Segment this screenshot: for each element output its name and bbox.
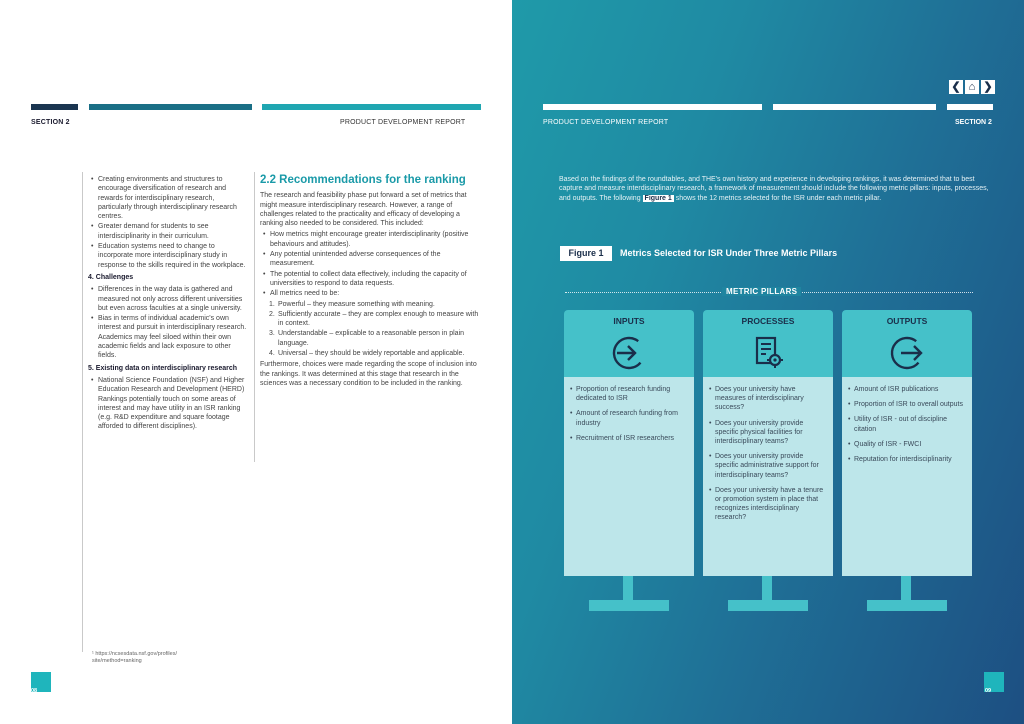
page-number: 09 — [985, 688, 992, 694]
right-page — [512, 0, 1024, 724]
list-item: • How metrics might encourage greater interdisciplinarity (positive behaviours and attitudes). — [270, 230, 482, 249]
header-bar — [543, 104, 762, 110]
header-bar — [89, 104, 252, 110]
header-bar — [31, 104, 78, 110]
list-item: • Greater demand for students to see interdisciplinarity in their curriculum. — [98, 222, 248, 241]
list-item: • Any potential unintended adverse consequences of the measurement. — [270, 250, 482, 269]
metric-list — [576, 385, 688, 443]
existing-data-heading: 5. Existing data on interdisciplinary research — [88, 364, 237, 372]
left-column — [88, 175, 248, 433]
recommendations-heading: 2.2 Recommendations for the ranking — [260, 174, 466, 186]
metric-item: • Does your university have a tenure or promotion system in place that recognizes interdisciplinary research? — [715, 486, 827, 523]
metric-item: • Does your university provide specific administrative support for interdisciplinary teams? — [715, 452, 827, 480]
list-number: 1. — [269, 300, 275, 308]
list-item: • All metrics need to be: — [270, 289, 482, 298]
pillar-stem — [623, 576, 633, 600]
intro-text: shows the 12 metrics selected for the ISR under each metric pillar. — [673, 194, 882, 202]
right-column — [260, 176, 482, 390]
list-item: • National Science Foundation (NSF) and Higher Education Research and Development (HERD) Rankings potentially touch on some areas of interest and may have utility in an ISR ranking (e.g. R&D expenditure and square footage afforded to different disciplines). — [98, 376, 248, 432]
pillar-title: PROCESSES — [741, 316, 795, 326]
list-item: • Bias in terms of individual academic's own interest and pursuit in interdisciplinary research. Academics may feel siloed within their own academic fields and lack exposure to other fields. — [98, 314, 248, 360]
header-bar — [773, 104, 936, 110]
prev-page-button[interactable]: ❮ — [949, 80, 963, 94]
pillar-body — [842, 377, 972, 576]
document-gear-icon — [748, 333, 788, 373]
figure-label: Figure 1 — [560, 246, 612, 261]
column-divider — [82, 172, 83, 652]
pillar-header — [564, 310, 694, 377]
list-number: 4. — [269, 350, 275, 358]
metric-item: • Amount of research funding from industry — [576, 409, 688, 427]
next-page-button[interactable]: ❯ — [981, 80, 995, 94]
pillar-header — [842, 310, 972, 377]
metric-list — [854, 385, 966, 464]
list-item: • Education systems need to change to incorporate more interdisciplinary study in response to the skills required in the workplace. — [98, 242, 248, 270]
metric-item: • Proportion of research funding dedicated to ISR — [576, 385, 688, 403]
column-divider — [254, 172, 255, 462]
figure-title: Metrics Selected for ISR Under Three Metric Pillars — [620, 248, 838, 258]
metric-item: • Quality of ISR - FWCI — [854, 440, 966, 449]
header-bar — [262, 104, 481, 110]
list-text: Powerful – they measure something with meaning. — [278, 300, 435, 308]
pillar-outputs — [842, 310, 972, 576]
pillar-header — [703, 310, 833, 377]
bullet-list — [88, 175, 248, 270]
page-number: 08 — [31, 688, 38, 694]
report-label: PRODUCT DEVELOPMENT REPORT — [543, 119, 669, 126]
pillar-body — [564, 377, 694, 576]
list-item — [269, 349, 482, 358]
footnote: ¹ https://ncsesdata.nsf.gov/profiles/ site/method=ranking — [92, 651, 177, 664]
document-gear-icon — [703, 333, 833, 373]
metric-item: • Proportion of ISR to overall outputs — [854, 400, 966, 409]
pillar-title: INPUTS — [613, 316, 645, 326]
list-item — [269, 310, 482, 329]
pillar-foot — [589, 600, 669, 611]
pillars-title: METRIC PILLARS — [722, 287, 801, 296]
bullet-list — [88, 376, 248, 432]
intro-text: Based on the findings of the roundtables, and THE's own history and experience in developing rankings, it was determined that to best capture and measure interdisciplinary research, a framework of measurement should include the following metric pillars: inputs, processes, and outputs. The following — [559, 176, 989, 202]
metric-item: • Does your university provide specific physical facilities for interdisciplinary teams? — [715, 419, 827, 447]
challenges-heading: 4. Challenges — [88, 273, 134, 281]
sign-in-icon — [609, 333, 649, 373]
list-item — [269, 329, 482, 348]
intro-paragraph — [559, 175, 991, 203]
metric-list — [715, 385, 827, 523]
header-bar — [947, 104, 993, 110]
pillar-body — [703, 377, 833, 576]
list-text: Universal – they should be widely reportable and applicable. — [278, 350, 465, 358]
pillar-title: OUTPUTS — [886, 316, 928, 326]
pillar-inputs — [564, 310, 694, 576]
metric-item: • Recruitment of ISR researchers — [576, 434, 688, 443]
list-item: • The potential to collect data effectively, including the capacity of universities to respond to data requests. — [270, 270, 482, 289]
list-number: 2. — [269, 310, 275, 318]
metric-item: • Utility of ISR - out of discipline citation — [854, 415, 966, 433]
home-button[interactable]: ⌂ — [965, 80, 979, 94]
figure-reference[interactable]: Figure 1 — [644, 194, 672, 202]
bullet-list — [260, 230, 482, 298]
pillar-stem — [901, 576, 911, 600]
numbered-list — [260, 300, 482, 359]
list-item: • Differences in the way data is gathered and measured not only across different universities but even across faculties at a single university. — [98, 285, 248, 313]
list-text: Understandable – explicable to a reasonable person in plain language. — [278, 330, 465, 347]
metric-item: • Reputation for interdisciplinarity — [854, 455, 966, 464]
pillar-foot — [728, 600, 808, 611]
metric-item: • Amount of ISR publications — [854, 385, 966, 394]
paragraph: The research and feasibility phase put forward a set of metrics that might measure interdisciplinary research. However, a range of challenges related to the practicality and efficacy of developing a ranking also needed to be considered. This included: — [260, 192, 467, 228]
pillar-processes — [703, 310, 833, 576]
report-label: PRODUCT DEVELOPMENT REPORT — [340, 119, 466, 126]
sign-out-icon — [887, 333, 927, 373]
section-label: SECTION 2 — [31, 119, 70, 126]
paragraph: Furthermore, choices were made regarding the scope of inclusion into the rankings. It was determined at this stage that research in the sciences was a necessary condition to be included in the ranking. — [260, 361, 477, 387]
section-label: SECTION 2 — [955, 119, 992, 126]
pillar-stem — [762, 576, 772, 600]
sign-out-icon — [842, 333, 972, 373]
list-item — [269, 300, 482, 309]
list-item: • Creating environments and structures to encourage diversification of research and rewards for interdisciplinary research, particularly through interdisciplinary research centres. — [98, 175, 248, 221]
bullet-list — [88, 285, 248, 360]
metric-item: • Does your university have measures of interdisciplinary success? — [715, 385, 827, 413]
pillar-foot — [867, 600, 947, 611]
list-number: 3. — [269, 330, 275, 338]
sign-in-icon — [564, 333, 694, 373]
list-text: Sufficiently accurate – they are complex enough to measure with in context. — [278, 310, 479, 328]
